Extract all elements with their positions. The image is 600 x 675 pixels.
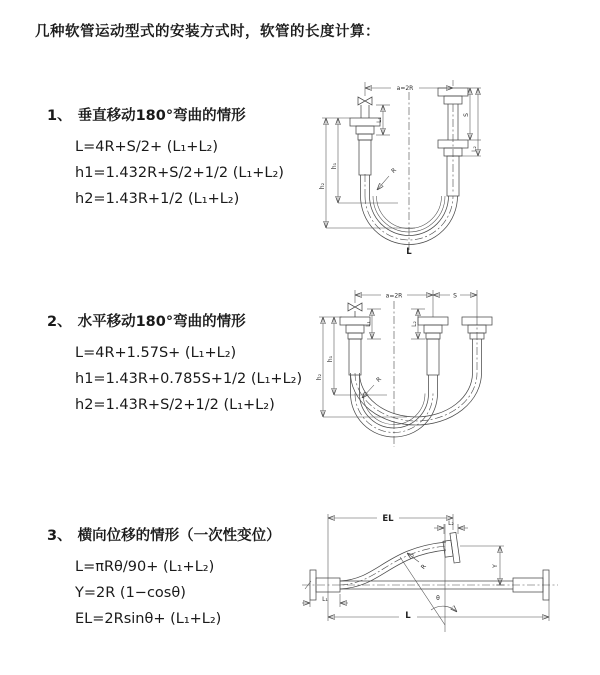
formula-line: Y=2R (1−cosθ) xyxy=(75,585,186,601)
h2-dim-label: h₂ xyxy=(316,373,323,381)
formula-line: L=4R+1.57S+ (L₁+L₂) xyxy=(75,345,237,361)
l1-dim-label: L₁ xyxy=(376,117,383,123)
h1-dim-label: h₁ xyxy=(327,355,334,363)
centerlines xyxy=(365,92,453,253)
length-label: L xyxy=(405,611,411,621)
a2r-dim-label: a=2R xyxy=(385,292,403,300)
dimension-l2 xyxy=(434,520,468,534)
valve-icon xyxy=(348,303,362,317)
y-dim-label: Y xyxy=(492,564,499,568)
section-number: 1、 xyxy=(47,108,72,124)
dimension-l xyxy=(328,600,549,621)
el-dim-label: EL xyxy=(382,514,394,524)
theta-label: θ xyxy=(436,595,440,602)
section-heading xyxy=(47,104,284,125)
formula-line: h2=1.43R+1/2 (L₁+L₂) xyxy=(75,191,240,207)
section-number: 3、 xyxy=(47,528,72,544)
section-horizontal-bend xyxy=(47,310,302,418)
radius-leader xyxy=(407,553,428,571)
formula-line: EL=2Rsinθ+ (L₁+L₂) xyxy=(75,611,222,627)
s-dim-label: S xyxy=(453,292,457,300)
dimension-l1 xyxy=(302,594,348,607)
dimension-a2r-s xyxy=(355,290,477,317)
h1-dim-label: h₁ xyxy=(331,162,338,170)
dimension-l1 xyxy=(376,105,390,135)
radius-label: R xyxy=(375,375,383,384)
section-vertical-bend xyxy=(47,104,284,212)
radius-leader xyxy=(377,167,398,190)
braided-hose-left xyxy=(349,339,361,375)
formula-line: h1=1.432R+S/2+1/2 (L₁+L₂) xyxy=(75,165,284,181)
diagram-horizontal-180-bend xyxy=(315,287,519,459)
page-title: 几种软管运动型式的安装方式时，软管的长度计算： xyxy=(35,24,380,40)
section-heading xyxy=(47,310,302,331)
l1-dim-label: L₁ xyxy=(322,596,328,603)
formula-line: L=4R+S/2+ (L₁+L₂) xyxy=(75,139,218,155)
dimension-h1-h2 xyxy=(319,118,415,228)
braided-hose-middle xyxy=(427,339,439,375)
radius-leader xyxy=(362,376,383,398)
radius-label: R xyxy=(419,563,428,571)
braided-hose-left xyxy=(359,140,371,175)
l1-dim-label: L₁ xyxy=(365,321,372,327)
dimension-el xyxy=(328,513,453,622)
s-dim-label: S xyxy=(463,113,470,117)
section-title: 水平移动180°弯曲的情形 xyxy=(77,314,246,330)
valve-icon xyxy=(358,97,372,118)
dimension-y xyxy=(460,546,504,585)
dimension-l2 xyxy=(411,309,425,339)
h2-dim-label: h₂ xyxy=(319,182,326,190)
l2-dim-label: L₂ xyxy=(411,321,418,327)
hose-u-bend-position2 xyxy=(351,339,482,425)
left-flange xyxy=(340,317,370,339)
formula-line: h1=1.43R+0.785S+1/2 (L₁+L₂) xyxy=(75,371,303,387)
section-title: 垂直移动180°弯曲的情形 xyxy=(77,108,246,124)
length-label: L xyxy=(406,247,412,257)
formula-line: h2=1.43R+S/2+1/2 (L₁+L₂) xyxy=(75,397,275,413)
l2-dim-label: L₂ xyxy=(448,520,454,527)
section-number: 2、 xyxy=(47,314,72,330)
section-lateral-displacement xyxy=(47,524,281,632)
diagram-vertical-180-bend xyxy=(318,70,502,262)
radius-label: R xyxy=(390,166,398,175)
middle-flange xyxy=(418,317,448,339)
centerlines xyxy=(394,301,477,447)
hose-s-curve xyxy=(340,542,446,589)
section-title: 横向位移的情形（一次性变位） xyxy=(77,528,281,544)
diagram-lateral-displacement xyxy=(300,500,560,658)
a2r-dim-label: a=2R xyxy=(396,85,414,92)
l2-dim-label: L₂ xyxy=(471,146,478,152)
formula-line: L=πRθ/90+ (L₁+L₂) xyxy=(75,559,215,575)
section-heading xyxy=(47,524,281,545)
dimension-l1 xyxy=(365,309,381,339)
upper-flange-displaced xyxy=(442,532,460,564)
